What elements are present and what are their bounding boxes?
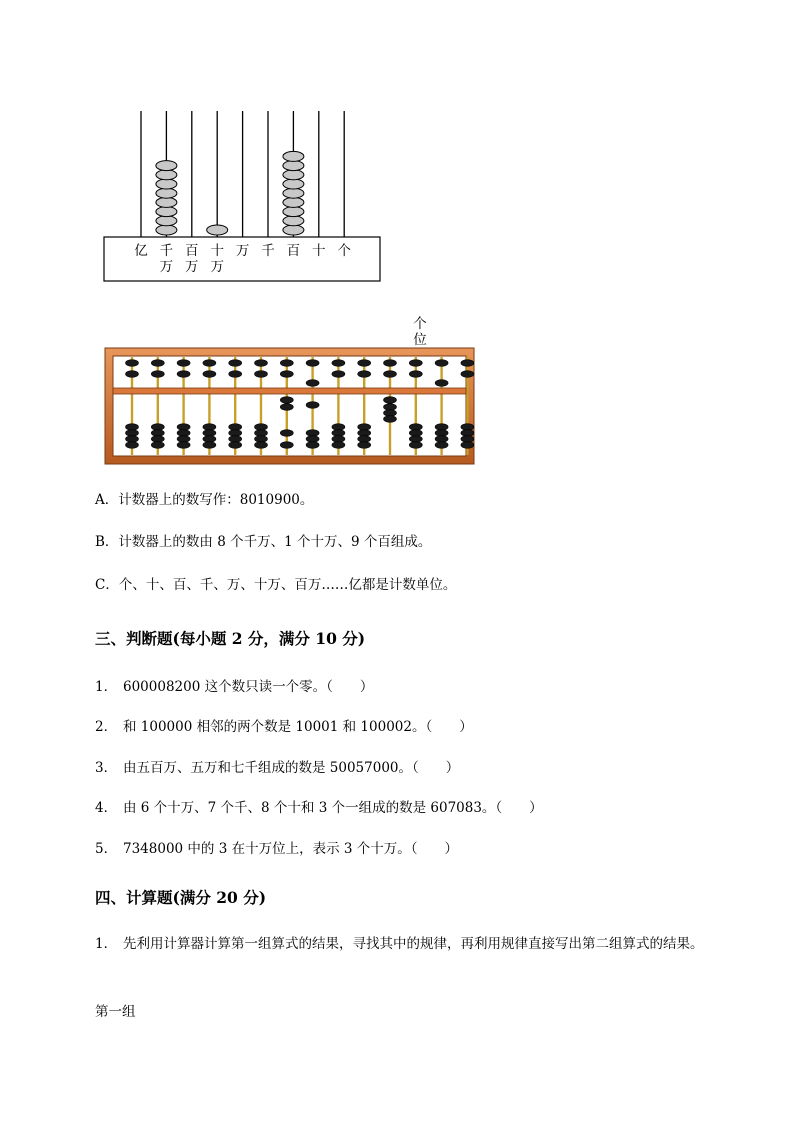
abacus-bead — [255, 442, 268, 449]
judge-item-text: 7348000 中的 3 在十万位上，表示 3 个十万。（ ） — [123, 841, 459, 857]
abacus-bead — [435, 424, 448, 431]
abacus-bead — [177, 424, 190, 431]
abacus-bead — [126, 436, 139, 443]
abacus-bead — [409, 442, 422, 449]
abacus-bead — [255, 424, 268, 431]
counter-place-label — [209, 243, 225, 275]
abacus-bead — [384, 371, 397, 378]
judge-item-num: 1． — [95, 679, 118, 695]
abacus-bead — [358, 371, 371, 378]
counter-bead — [283, 216, 304, 226]
counter-bead — [207, 225, 228, 235]
abacus-bead — [229, 430, 242, 437]
abacus-bead — [229, 436, 242, 443]
counter-bead — [283, 161, 304, 171]
abacus-bead — [461, 436, 474, 443]
counter-bead — [283, 151, 304, 161]
judge-item-num: 5． — [95, 841, 118, 857]
abacus-ones-label-line2: 位 — [413, 332, 427, 348]
abacus-bead — [229, 442, 242, 449]
counter-place-label-char: 万 — [159, 259, 174, 275]
abacus-bead — [409, 430, 422, 437]
counter-bead — [156, 197, 177, 207]
abacus-bead — [435, 360, 448, 367]
abacus — [104, 347, 476, 467]
counter-bead — [156, 188, 177, 198]
abacus-bead — [435, 436, 448, 443]
abacus-bead — [177, 371, 190, 378]
judge-item-num: 4． — [95, 800, 118, 816]
judge-item-text: 由五百万、五万和七千组成的数是 50057000。（ ） — [123, 760, 460, 776]
abacus-bead — [151, 436, 164, 443]
abacus-bead — [203, 442, 216, 449]
abacus-bead — [203, 371, 216, 378]
abacus-bead — [435, 430, 448, 437]
abacus-bead — [461, 424, 474, 431]
abacus-bead — [280, 397, 293, 404]
abacus-bead — [203, 436, 216, 443]
abacus-bead — [384, 360, 397, 367]
judge-item-text: 600008200 这个数只读一个零。（ ） — [123, 679, 374, 695]
counter-bead — [283, 207, 304, 217]
abacus-bead — [126, 442, 139, 449]
calc-item-1 — [95, 931, 705, 958]
abacus-bead — [255, 360, 268, 367]
abacus-bead — [229, 371, 242, 378]
counter-place-label — [184, 243, 200, 275]
abacus-bead — [126, 424, 139, 431]
calc-item-num: 1． — [95, 936, 118, 952]
section3-title: 三、判断题(每小题 2 分，满分 10 分) — [95, 629, 366, 648]
counter-place-label-char: 万 — [185, 259, 199, 275]
abacus-bead — [255, 371, 268, 378]
abacus-bead — [306, 402, 319, 409]
abacus-bead — [332, 436, 345, 443]
counter-bead — [156, 161, 177, 171]
counter-place-label-char: 千 — [261, 243, 275, 259]
counter-place-label-char: 百 — [286, 243, 301, 259]
judge-item-3 — [95, 759, 459, 777]
judge-item-num: 3． — [95, 760, 118, 776]
abacus-bead — [306, 380, 319, 387]
counter-place-label — [285, 243, 301, 259]
counter-place-label-char: 个 — [337, 243, 351, 259]
abacus-bead — [306, 442, 319, 449]
abacus-bead — [384, 410, 397, 417]
counter-bead — [283, 179, 304, 189]
abacus-bead — [177, 442, 190, 449]
abacus-bead — [280, 371, 293, 378]
counter-place-label-char: 十 — [210, 243, 224, 259]
abacus-bead — [306, 360, 319, 367]
abacus-bead — [255, 430, 268, 437]
abacus-bead — [151, 360, 164, 367]
abacus-bead — [177, 430, 190, 437]
abacus-bead — [306, 430, 319, 437]
counter-place-label-char: 万 — [235, 243, 250, 259]
counter-place-label-char: 亿 — [134, 243, 148, 259]
abacus-bead — [409, 371, 422, 378]
counter-place-label — [133, 243, 149, 259]
abacus-bead — [461, 360, 474, 367]
abacus-bead — [203, 430, 216, 437]
abacus-bead — [177, 360, 190, 367]
abacus-bead — [203, 360, 216, 367]
calc-item-text: 先利用计算器计算第一组算式的结果，寻找其中的规律，再利用规律直接写出第二组算式的结果。 — [123, 936, 704, 952]
abacus-bead — [332, 360, 345, 367]
counter-place-label — [158, 243, 174, 275]
counter-place-label — [235, 243, 251, 259]
option-c: C．个、十、百、千、万、十万、百万……亿都是计数单位。 — [95, 577, 457, 593]
abacus-bead — [229, 360, 242, 367]
abacus-bead — [280, 360, 293, 367]
abacus-bead — [229, 424, 242, 431]
option-a: A．计数器上的数写作：8010900。 — [95, 492, 314, 508]
abacus-bead — [409, 424, 422, 431]
abacus-bead — [461, 430, 474, 437]
abacus-bead — [126, 430, 139, 437]
counter-bead — [156, 216, 177, 226]
judge-item-num: 2． — [95, 719, 118, 735]
abacus-bead — [358, 442, 371, 449]
abacus-bead — [409, 436, 422, 443]
abacus-bead — [461, 371, 474, 378]
option-b: B．计数器上的数由 8 个千万、1 个十万、9 个百组成。 — [95, 534, 432, 550]
abacus-bead — [151, 442, 164, 449]
abacus-bead — [461, 442, 474, 449]
counter-place-label-char: 百 — [185, 243, 199, 259]
abacus-bead — [151, 371, 164, 378]
counter-place-label — [311, 243, 327, 259]
abacus-bead — [358, 436, 371, 443]
abacus-bead — [435, 380, 448, 387]
counter-place-label — [260, 243, 276, 259]
abacus-beam — [113, 388, 466, 394]
counter-place-label — [336, 243, 352, 259]
abacus-bead — [332, 430, 345, 437]
abacus-bead — [332, 424, 345, 431]
judge-item-2 — [95, 718, 473, 736]
judge-item-4 — [95, 799, 543, 817]
counter-place-label-char: 千 — [159, 243, 174, 259]
judge-item-text: 由 6 个十万、7 个千、8 个十和 3 个一组成的数是 607083。（ ） — [123, 800, 543, 816]
counter-place-label-char: 万 — [210, 259, 224, 275]
abacus-bead — [435, 442, 448, 449]
abacus-ones-label — [412, 316, 428, 348]
counter-bead — [156, 225, 177, 235]
abacus-bead — [358, 430, 371, 437]
judge-item-text: 和 100000 相邻的两个数是 10001 和 100002。（ ） — [123, 719, 473, 735]
counter-bead — [156, 170, 177, 180]
abacus-bead — [280, 430, 293, 437]
counter-bead — [283, 197, 304, 207]
counter-place-label-char: 十 — [312, 243, 326, 259]
abacus-bead — [306, 436, 319, 443]
abacus-bead — [126, 371, 139, 378]
counter-bead — [283, 225, 304, 235]
section4-title: 四、计算题(满分 20 分) — [95, 888, 267, 907]
counter-bead — [156, 179, 177, 189]
abacus-bead — [177, 436, 190, 443]
group-label: 第一组 — [95, 1004, 136, 1020]
abacus-bead — [126, 360, 139, 367]
abacus-bead — [332, 442, 345, 449]
abacus-bead — [280, 442, 293, 449]
abacus-bead — [332, 371, 345, 378]
counter-bead — [283, 170, 304, 180]
abacus-bead — [151, 424, 164, 431]
abacus-bead — [203, 424, 216, 431]
abacus-bead — [384, 404, 397, 411]
counter-beads — [156, 151, 304, 235]
abacus-bead — [280, 404, 293, 411]
counter-bead — [156, 207, 177, 217]
abacus-bead — [384, 397, 397, 404]
abacus-bead — [151, 430, 164, 437]
abacus-ones-label-line1: 个 — [413, 316, 427, 332]
abacus-bead — [409, 360, 422, 367]
abacus-bead — [255, 436, 268, 443]
abacus-bead — [358, 360, 371, 367]
judge-item-1 — [95, 678, 373, 696]
abacus-bead — [384, 416, 397, 423]
counter-bead — [283, 188, 304, 198]
abacus-bead — [358, 424, 371, 431]
judge-item-5 — [95, 840, 458, 858]
